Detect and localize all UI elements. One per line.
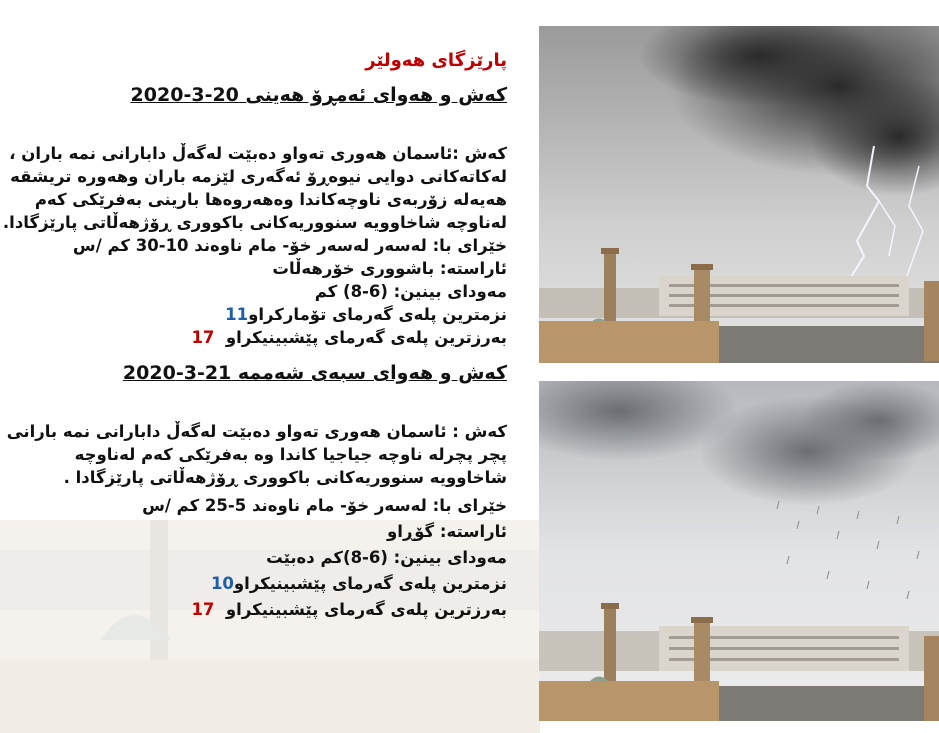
tomorrow-visibility: مەودای بینین: (6-8)کم دەبێت xyxy=(266,548,507,567)
tomorrow-max-label: بەرزترین پلەی گەرمای پێشبینیکراو xyxy=(225,600,507,619)
tomorrow-desc-line-1: کەش : ئاسمان هەوری تەواو دەبێت لەگەڵ دابارانی نمە بارانی xyxy=(6,422,507,441)
tomorrow-wind-speed: خێرای با: لەسەر خۆ- مام ناوەند 5-25 کم /س xyxy=(142,496,507,515)
rain-cloud-city-photo xyxy=(539,381,939,721)
today-desc-line-2: لەکاتەکانی دوایی نیوەڕۆ ئەگەری لێزمە باران وهەوره تریشقە xyxy=(10,167,507,186)
today-min-label: نزمترین پلەی گەرمای تۆمارکراو xyxy=(248,305,507,324)
storm-lightning-city-photo xyxy=(539,26,939,363)
tomorrow-max-value: 17 xyxy=(191,600,215,619)
tomorrow-min-value: 10 xyxy=(210,574,234,593)
today-max-value: 17 xyxy=(191,328,215,347)
tomorrow-min-temperature xyxy=(211,574,507,593)
today-weather-heading: کەش و هەوای ئەمڕۆ هەینی 20-3-2020 xyxy=(130,84,507,106)
today-wind-direction: ئاراستە: باشووری خۆرهەڵات xyxy=(272,259,507,278)
today-desc-line-3: هەیەلە زۆربەی ناوچەکاندا وەهەروەها بارینی بەفرێکی کەم xyxy=(34,190,507,209)
tomorrow-desc-line-2: پچر پچرلە ناوچە جیاجیا کاندا وە بەفرێکی کەم لەناوچە xyxy=(74,445,507,464)
today-max-label: بەرزترین پلەی گەرمای پێشبینیکراو xyxy=(225,328,507,347)
tomorrow-min-label: نزمترین پلەی گەرمای پێشبینیکراو xyxy=(233,574,507,593)
tomorrow-desc-line-3: شاخاوویە سنووریەکانی باکووری ڕۆژهەڵاتی پارێزگادا . xyxy=(63,468,507,487)
today-desc-line-4: لەناوچە شاخاوویە سنووریەکانی باکووری ڕۆژهەڵاتی پارێزگادا. xyxy=(2,213,507,232)
tomorrow-wind-direction: ئاراستە: گۆڕاو xyxy=(387,522,507,541)
province-title: پارێزگای هەولێر xyxy=(365,50,507,71)
today-desc-line-1: کەش :ئاسمان هەوری تەواو دەبێت لەگەڵ دابارانی نمە باران ، xyxy=(9,144,507,163)
tomorrow-weather-heading: کەش و هەوای سبەی شەممە 21-3-2020 xyxy=(122,362,507,384)
today-min-value: 11 xyxy=(225,305,249,324)
today-wind-speed: خێرای با: لەسەر لەسەر خۆ- مام ناوەند 10-30 کم /س xyxy=(72,236,507,255)
tomorrow-max-temperature xyxy=(191,600,507,619)
today-min-temperature xyxy=(225,305,507,324)
today-visibility: مەودای بینین: (6-8) کم xyxy=(314,282,507,301)
today-max-temperature xyxy=(191,328,507,347)
